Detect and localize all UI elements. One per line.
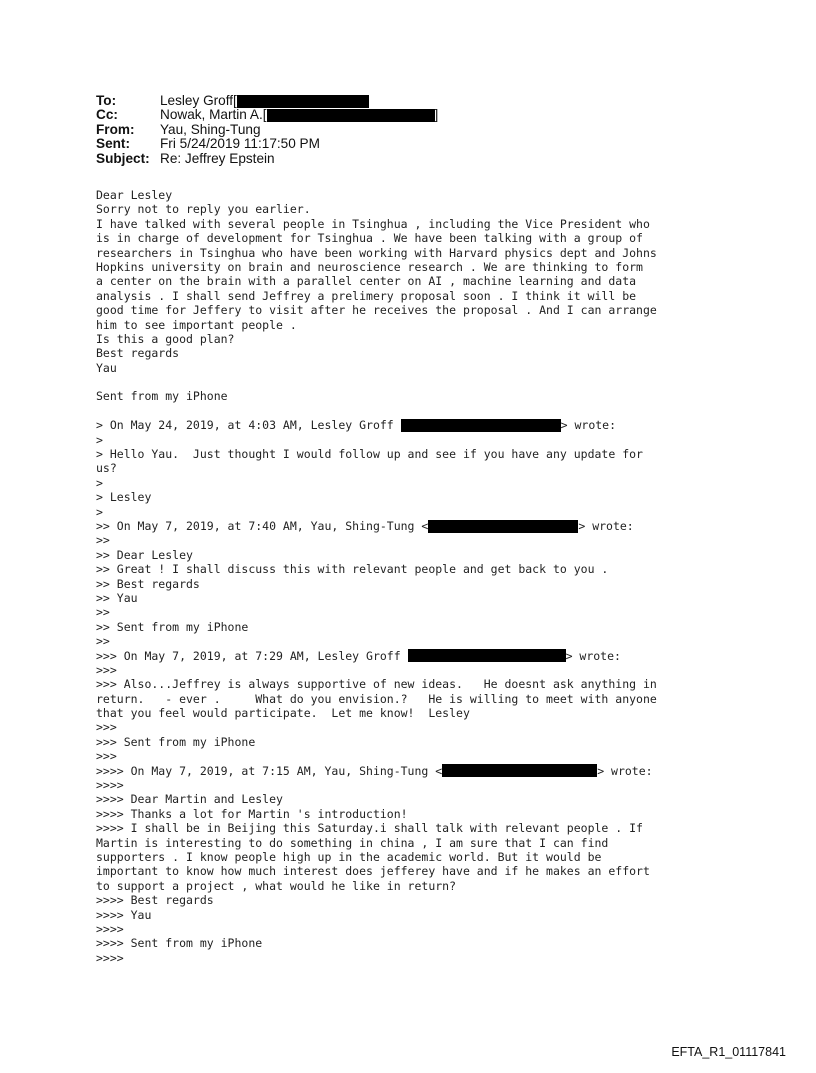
body-line (96, 620, 657, 634)
body-line-text: good time for Jeffery to visit after he receives the proposal . And I can arrange (96, 303, 657, 318)
document-id: EFTA_R1_01117841 (671, 1045, 786, 1059)
body-line-text: is in charge of development for Tsinghua . We have been talking with a group of (96, 231, 643, 246)
body-line-text: Is this a good plan? (96, 331, 235, 346)
body-line (96, 289, 657, 303)
redaction-bar (237, 95, 369, 108)
body-line (96, 778, 657, 792)
cc-row (96, 108, 438, 122)
body-line-text: return. - ever . What do you envision.? He is willing to meet with anyone (96, 691, 657, 706)
body-line-text: >>> (96, 662, 117, 677)
body-line-text: to support a project , what would he like in return? (96, 878, 457, 893)
from-label: From: (96, 121, 135, 137)
quote-header-text: > On May 24, 2019, at 4:03 AM, Lesley Groff (96, 418, 401, 433)
body-line (96, 461, 657, 475)
body-line-text: Yau (96, 360, 117, 375)
body-line (96, 692, 657, 706)
body-line (96, 936, 657, 950)
body-line-text: >>>> I shall be in Beijing this Saturday.i shall talk with relevant people . If (96, 821, 643, 836)
body-line (96, 519, 657, 533)
body-line (96, 346, 657, 360)
body-line (96, 476, 657, 490)
body-line-text: that you feel would participate. Let me know! Lesley (96, 706, 470, 721)
body-line-text: >> Dear Lesley (96, 547, 193, 562)
body-line (96, 821, 657, 835)
body-line (96, 749, 657, 763)
redaction-bar (408, 649, 566, 662)
redaction-bar (442, 764, 597, 777)
body-line-text: >>>> Sent from my iPhone (96, 936, 263, 951)
body-line (96, 418, 657, 432)
body-line (96, 634, 657, 648)
body-line (96, 720, 657, 734)
body-line (96, 447, 657, 461)
sent-label: Sent: (96, 136, 130, 152)
body-line-text: important to know how much interest does jefferey have and if he makes an effort (96, 864, 650, 879)
body-line (96, 231, 657, 245)
body-line-text: >>>> Yau (96, 907, 152, 922)
from-value: Yau, Shing-Tung (160, 121, 261, 137)
email-body (96, 188, 657, 965)
email-header (96, 94, 438, 166)
body-line (96, 649, 657, 663)
body-line (96, 505, 657, 519)
body-line (96, 202, 657, 216)
body-line (96, 706, 657, 720)
body-line-text: >>>> (96, 950, 124, 965)
body-line-text: >> (96, 605, 110, 620)
subject-value: Re: Jeffrey Epstein (160, 150, 275, 166)
body-line-text: >>> Also...Jeffrey is always supportive of new ideas. He doesnt ask anything in (96, 677, 657, 692)
body-line (96, 807, 657, 821)
body-line-text: researchers in Tsinghua who have been working with Harvard physics dept and Johns (96, 245, 657, 260)
body-line (96, 548, 657, 562)
body-line-text: >>>> Best regards (96, 893, 214, 908)
body-line-text: Best regards (96, 346, 180, 361)
body-line-text: Dear Lesley (96, 188, 173, 202)
body-line (96, 605, 657, 619)
quote-header-suffix: > wrote: (597, 763, 653, 778)
body-line (96, 188, 657, 202)
subject-row (96, 152, 438, 166)
body-line-text: > (96, 504, 103, 519)
body-line (96, 433, 657, 447)
body-line-text: >>> (96, 720, 117, 735)
body-line-text: >>>> (96, 921, 124, 936)
body-line (96, 591, 657, 605)
body-line (96, 836, 657, 850)
redaction-bar (428, 520, 578, 533)
body-line (96, 246, 657, 260)
sent-value: Fri 5/24/2019 11:17:50 PM (160, 136, 320, 152)
body-line (96, 332, 657, 346)
body-line (96, 404, 657, 418)
body-line (96, 361, 657, 375)
body-line (96, 389, 657, 403)
quote-header-text: >>> On May 7, 2019, at 7:29 AM, Lesley Groff (96, 648, 408, 663)
body-line-text: >> (96, 634, 110, 649)
body-line-text: >>>> Dear Martin and Lesley (96, 792, 283, 807)
body-line-text: Sent from my iPhone (96, 389, 228, 404)
body-line (96, 274, 657, 288)
cc-label: Cc: (96, 107, 118, 123)
body-line-text: Martin is interesting to do something in china , I am sure that I can find (96, 835, 609, 850)
body-line-text: > Hello Yau. Just thought I would follow up and see if you have any update for (96, 447, 643, 462)
body-line-text: >> Best regards (96, 576, 200, 591)
body-line (96, 663, 657, 677)
quote-header-text: >> On May 7, 2019, at 7:40 AM, Yau, Shing-Tung < (96, 518, 429, 533)
body-line (96, 951, 657, 965)
body-line (96, 375, 657, 389)
body-line (96, 533, 657, 547)
sent-row (96, 137, 438, 151)
cc-value: Nowak, Martin A.[ (160, 107, 267, 123)
body-line (96, 864, 657, 878)
body-line-text: >>> (96, 749, 117, 764)
redaction-bar (267, 109, 435, 122)
body-line (96, 893, 657, 907)
body-line (96, 908, 657, 922)
body-line-text: a center on the brain with a parallel center on AI , machine learning and data (96, 274, 637, 289)
from-row (96, 123, 438, 137)
body-line (96, 577, 657, 591)
body-line (96, 879, 657, 893)
body-line (96, 217, 657, 231)
body-line (96, 764, 657, 778)
quote-header-suffix: > wrote: (565, 648, 621, 663)
quote-header-text: >>>> On May 7, 2019, at 7:15 AM, Yau, Shing-Tung < (96, 763, 443, 778)
body-line (96, 735, 657, 749)
body-line (96, 562, 657, 576)
body-line-text: >>>> Thanks a lot for Martin 's introduction! (96, 806, 408, 821)
cc-close: ] (434, 107, 439, 123)
redaction-bar (401, 419, 561, 432)
body-line-text: him to see important people . (96, 317, 297, 332)
body-line-text: >> Great ! I shall discuss this with relevant people and get back to you . (96, 562, 609, 577)
body-line (96, 260, 657, 274)
body-line-text: Sorry not to reply you earlier. (96, 202, 311, 217)
body-line (96, 792, 657, 806)
body-line-text: I have talked with several people in Tsinghua , including the Vice President who (96, 216, 650, 231)
body-line-text: analysis . I shall send Jeffrey a prelimery proposal soon . I think it will be (96, 288, 637, 303)
body-line-text: >>> Sent from my iPhone (96, 734, 256, 749)
body-line-text: >> Sent from my iPhone (96, 619, 249, 634)
body-line (96, 850, 657, 864)
quote-header-suffix: > wrote: (560, 418, 617, 433)
to-label: To: (96, 93, 117, 108)
body-line (96, 677, 657, 691)
body-line-text: >> (96, 533, 110, 548)
body-line-text: > (96, 475, 103, 490)
body-line-text: >> Yau (96, 590, 138, 605)
body-line (96, 490, 657, 504)
subject-label: Subject: (96, 150, 150, 166)
body-line-text: Hopkins university on brain and neuroscience research . We are thinking to form (96, 259, 643, 274)
quote-header-suffix: > wrote: (578, 518, 634, 533)
body-line-text: us? (96, 461, 117, 476)
body-line (96, 922, 657, 936)
body-line-text: > (96, 432, 103, 447)
body-line (96, 303, 657, 317)
body-line-text: >>>> (96, 778, 124, 793)
body-line (96, 318, 657, 332)
body-line-text: > Lesley (96, 490, 152, 505)
body-line-text: supporters . I know people high up in the academic world. But it would be (96, 849, 602, 864)
to-value: Lesley Groff[ (160, 93, 237, 108)
to-row (96, 94, 438, 108)
